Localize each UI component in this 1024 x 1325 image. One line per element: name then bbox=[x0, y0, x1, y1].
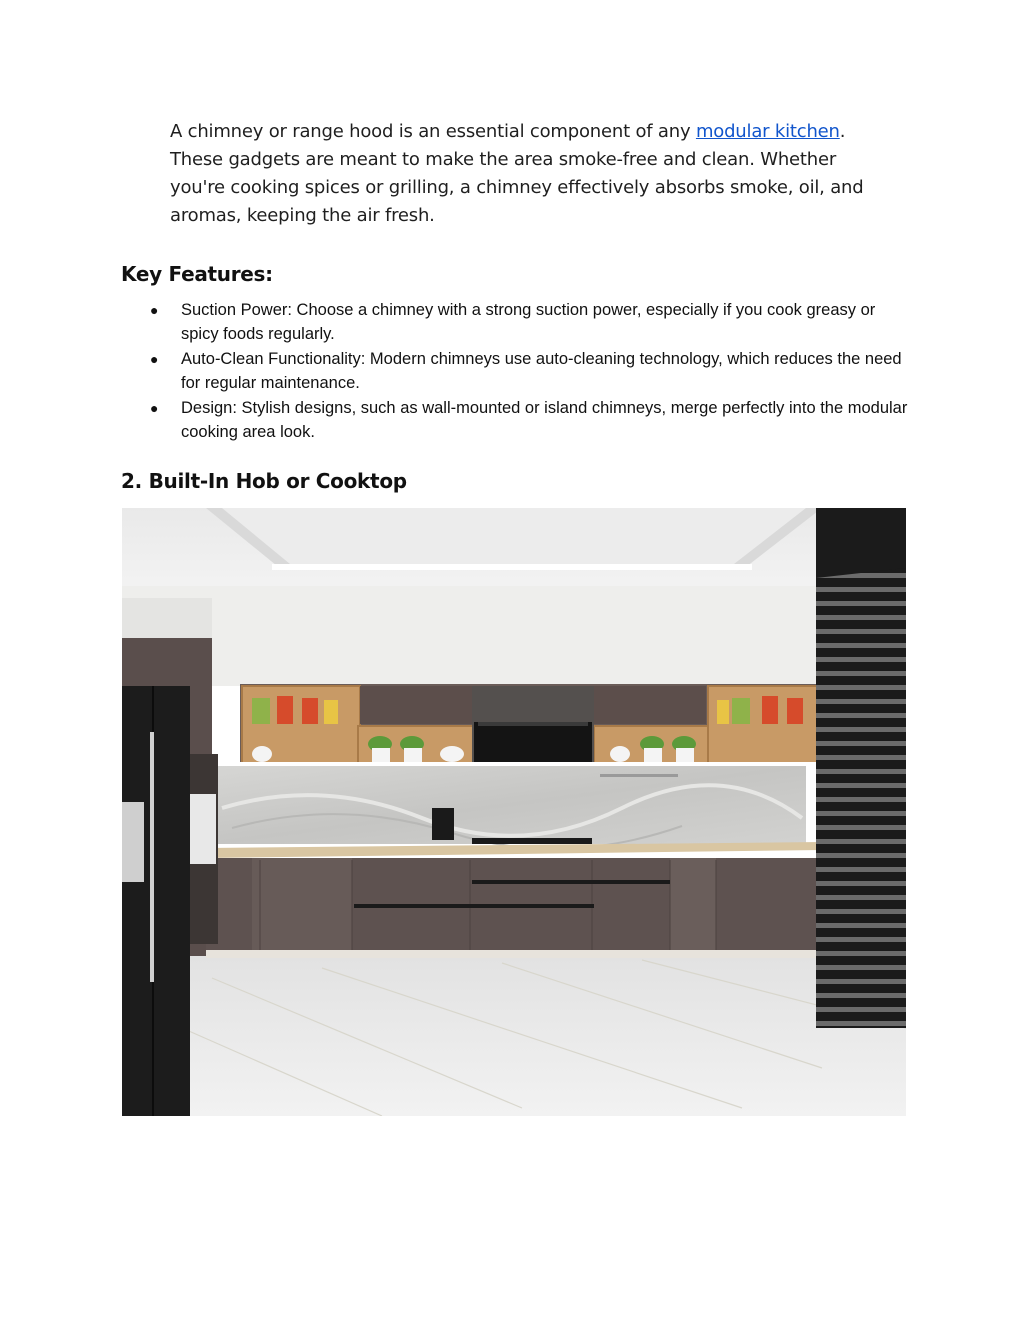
bullet-icon: ● bbox=[150, 302, 159, 318]
feature-text: Design: Stylish designs, such as wall-mounted or island chimneys, merge perfectly into the modular cooking area look. bbox=[181, 398, 908, 442]
features-list bbox=[121, 298, 911, 444]
key-features-heading: Key Features: bbox=[121, 262, 273, 286]
list-item bbox=[121, 298, 911, 347]
list-item bbox=[121, 347, 911, 396]
bullet-icon: ● bbox=[150, 350, 159, 367]
intro-text-start: A chimney or range hood is an essential component of any bbox=[170, 121, 696, 142]
section-heading-hob: 2. Built-In Hob or Cooktop bbox=[121, 469, 407, 493]
feature-text: Auto-Clean Functionality: Modern chimneys use auto-cleaning technology, which reduces the need for regular maintenance. bbox=[181, 349, 902, 393]
modular-kitchen-link[interactable]: modular kitchen bbox=[695, 121, 840, 142]
kitchen-photo bbox=[122, 508, 906, 1116]
intro-paragraph bbox=[170, 118, 870, 230]
feature-text: Suction Power: Choose a chimney with a strong suction power, especially if you cook greasy or spicy foods regularly. bbox=[181, 301, 876, 344]
intro-text-end: . These gadgets are meant to make the area smoke-free and clean. Whether you're cooking spices or grilling, a chimney effectively absorbs smoke, oil, and aromas, keeping the air fresh. bbox=[170, 121, 864, 226]
list-item bbox=[121, 396, 911, 445]
bullet-icon: ● bbox=[150, 399, 159, 416]
